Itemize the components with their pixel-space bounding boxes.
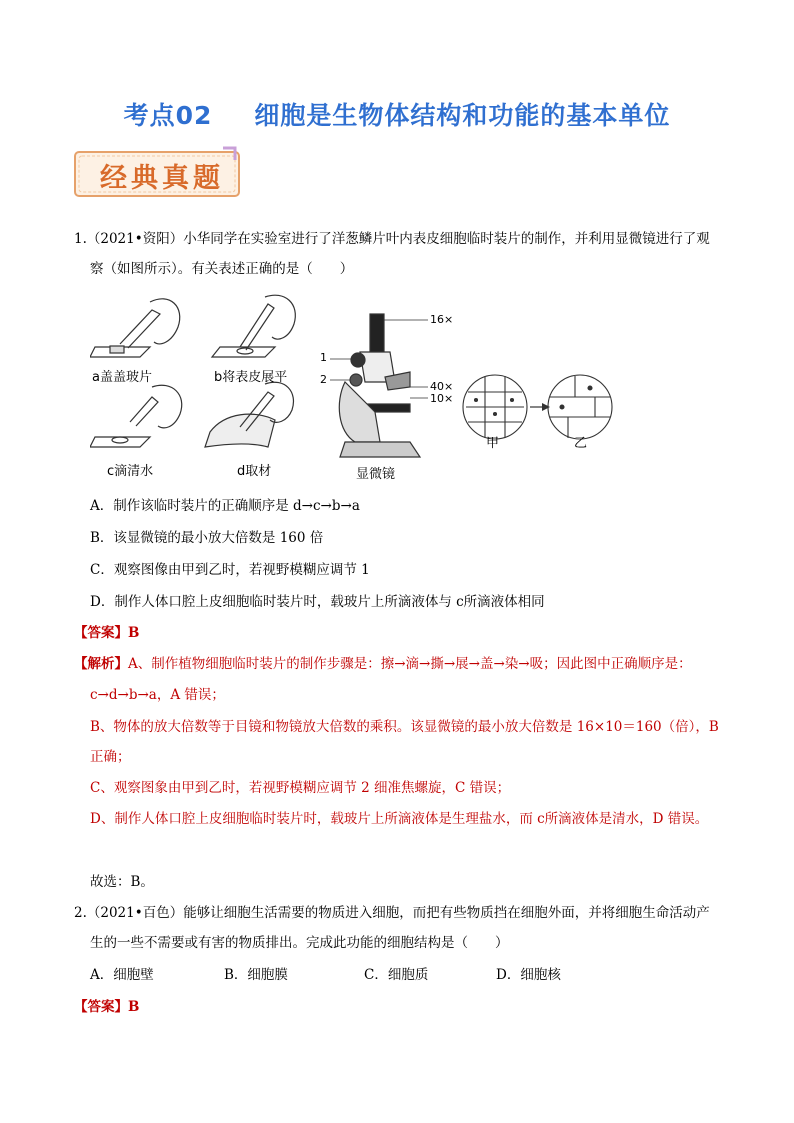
label-2: 2 [320,373,327,386]
q1-option-b: B．该显微镜的最小放大倍数是 160 倍 [90,530,324,546]
caption-microscope: 显微镜 [356,467,396,482]
caption-b: b将表皮展平 [214,370,288,385]
q1-analysis-line6: D、制作人体口腔上皮细胞临时装片时，载玻片上所滴液体是生理盐水，而 c所滴液体是清水，D 错误。 [90,811,709,827]
label-40x: 40× [430,380,454,393]
caption-d: d取材 [237,464,272,479]
q2-option-b: B．细胞膜 [224,967,288,983]
q1-stem-line1: 1.（2021•资阳）小华同学在实验室进行了洋葱鳞片叶内表皮细胞临时装片的制作，并利用显微镜进行了观 [74,231,710,247]
step-a-illustration [90,299,180,357]
label-10x: 10× [430,392,454,405]
caption-c: c滴清水 [107,464,154,479]
q1-analysis-line5: C、观察图象由甲到乙时，若视野模糊应调节 2 细准焦螺旋，C 错误； [90,780,511,796]
q2-answer: 【答案】B [74,999,140,1015]
q1-option-d: D．制作人体口腔上皮细胞临时装片时，载玻片上所滴液体与 c所滴液体相同 [90,594,545,610]
q1-analysis-line2: c→d→b→a，A 错误； [90,687,225,703]
q1-option-c: C．观察图像由甲到乙时，若视野模糊应调节 1 [90,562,370,578]
step-b-illustration [212,295,295,357]
q2-option-c: C．细胞质 [364,967,429,983]
q2-option-a: A．细胞壁 [90,967,154,983]
q1-analysis-line1: 【解析】A、制作植物细胞临时装片的制作步骤是：擦→滴→撕→展→盖→染→吸；因此图中正确顺序是： [74,656,692,672]
q2-stem-line2: 生的一些不需要或有害的物质排出。完成此功能的细胞结构是（ ） [90,935,509,951]
label-16x: 16× [430,313,454,326]
q2-stem-line1: 2.（2021•百色）能够让细胞生活需要的物质进入细胞，而把有些物质挡在细胞外面，并将细胞生命活动产 [74,905,710,921]
cell-view-jia [463,375,527,439]
section-banner-label: 经典真题 [100,163,224,194]
step-d-illustration [205,382,293,447]
microscope-illustration [330,314,428,457]
q1-answer: 【答案】B [74,625,140,641]
caption-yi: 乙 [574,436,588,451]
caption-a: a盖盖玻片 [92,370,152,385]
q1-figure [90,292,620,482]
q1-analysis-line4: 正确； [90,749,131,765]
step-c-illustration [90,385,182,447]
page-title: 考点02 细胞是生物体结构和功能的基本单位 [123,101,671,130]
q1-conclusion: 故选：B。 [90,874,154,890]
q1-stem-line2: 察（如图所示）。有关表述正确的是（ ） [90,261,354,277]
caption-jia: 甲 [486,436,500,451]
cell-view-yi [548,375,612,439]
label-1: 1 [320,351,327,364]
q1-option-a: A．制作该临时装片的正确顺序是 d→c→b→a [90,498,360,514]
q2-option-d: D．细胞核 [496,967,561,983]
q1-analysis-line3: B、物体的放大倍数等于目镜和物镜放大倍数的乘积。该显微镜的最小放大倍数是 16×10＝160（倍），B [90,719,719,735]
